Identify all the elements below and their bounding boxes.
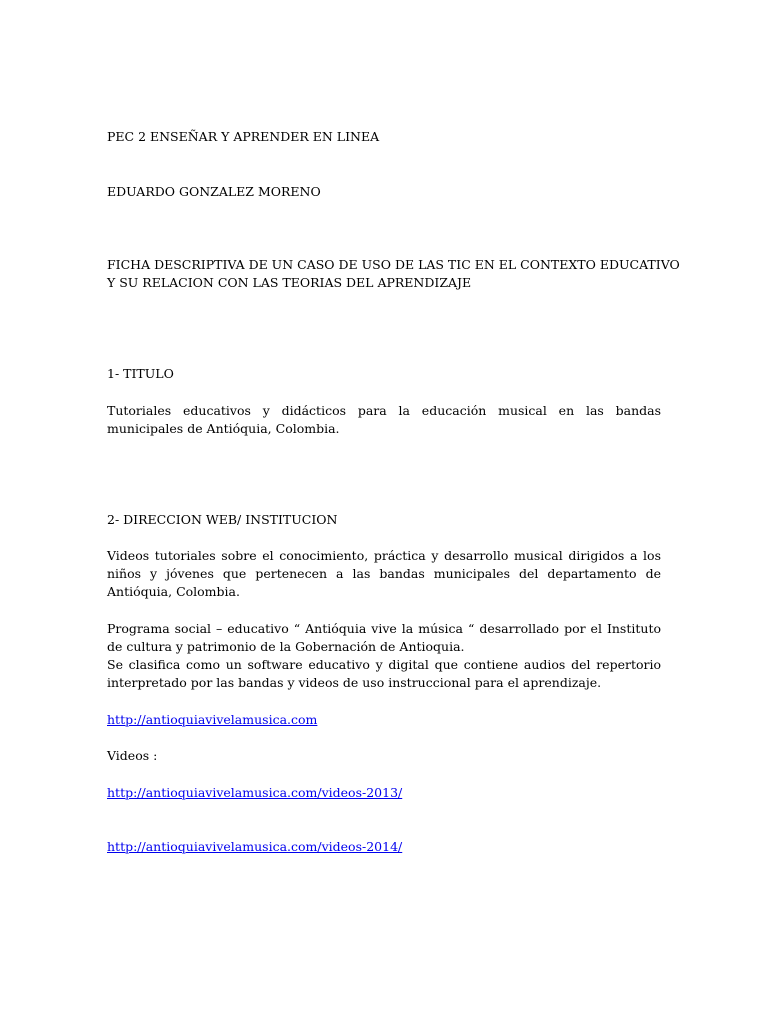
author-name: EDUARDO GONZALEZ MORENO [107,184,321,199]
document-title-line-2: Y SU RELACION CON LAS TEORIAS DEL APRENDIZAJE [107,275,472,290]
videos-2014-link[interactable]: http://antioquiavivelamusica.com/videos-2014/ [107,839,403,854]
section-1-heading: 1- TITULO [107,366,174,381]
section-2-paragraph-1: Videos tutoriales sobre el conocimiento, práctica y desarrollo musical dirigidos a los niños y jóvenes que pertenecen a las bandas municipales del departamento de Antióquia, Colombia. [107,548,661,599]
section-2-paragraph-2: Programa social – educativo “ Antióquia vive la música “ desarrollado por el Instituto de cultura y patrimonio de la Gobernación de Antioquia. [107,621,661,654]
section-2-paragraph-3: Se clasifica como un software educativo y digital que contiene audios del repertorio interpretado por las bandas y videos de uso instruccional para el aprendizaje. [107,657,661,690]
main-website-link[interactable]: http://antioquiavivelamusica.com [107,712,318,727]
course-title: PEC 2 ENSEÑAR Y APRENDER EN LINEA [107,129,380,144]
section-2-heading: 2- DIRECCION WEB/ INSTITUCION [107,512,338,527]
document-title-line-1: FICHA DESCRIPTIVA DE UN CASO DE USO DE LAS TIC EN EL CONTEXTO EDUCATIVO [107,257,680,272]
section-1-text: Tutoriales educativos y didácticos para la educación musical en las bandas municipales de Antióquia, Colombia. [107,403,661,436]
videos-2013-link[interactable]: http://antioquiavivelamusica.com/videos-2013/ [107,785,403,800]
videos-label: Videos : [107,748,158,763]
